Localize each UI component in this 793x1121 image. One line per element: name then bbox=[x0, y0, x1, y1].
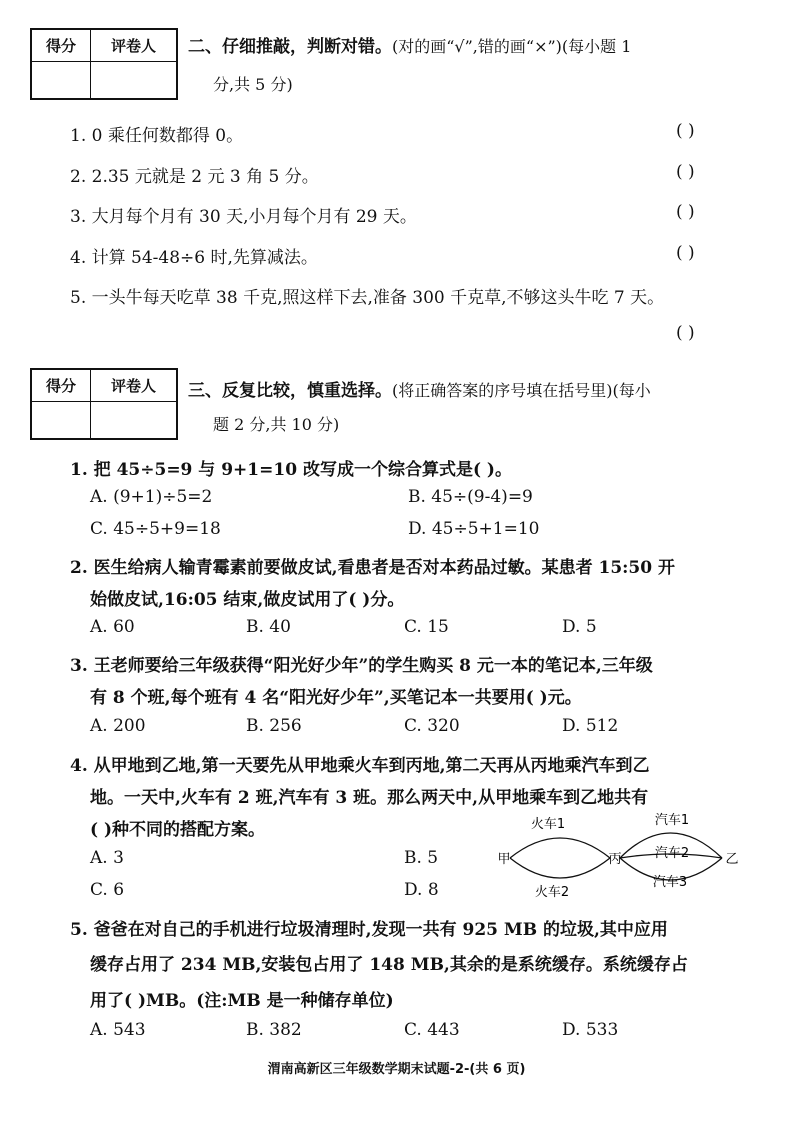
s3-q5-option-c[interactable]: C. 443 bbox=[404, 1020, 460, 1040]
s3-q1-option-b[interactable]: B. 45÷(9-4)=9 bbox=[408, 487, 533, 507]
grader-cell[interactable] bbox=[91, 61, 178, 99]
s3-q2-option-d[interactable]: D. 5 bbox=[562, 617, 597, 637]
s3-question-5-line3: 用了( )MB。(注:MB 是一种储存单位) bbox=[90, 991, 394, 1011]
s2-question-2: 2. 2.35 元就是 2 元 3 角 5 分。 bbox=[70, 167, 319, 187]
s3-q4-option-c[interactable]: C. 6 bbox=[90, 880, 125, 900]
section3-instruction-2: 题 2 分,共 10 分) bbox=[213, 415, 340, 434]
score-cell[interactable] bbox=[31, 61, 91, 99]
s2-answer-paren-3[interactable]: ( ) bbox=[676, 202, 695, 222]
place-yi-label: 乙 bbox=[725, 852, 739, 867]
place-jia-label: 甲 bbox=[497, 852, 511, 867]
s3-question-5-line1: 5. 爸爸在对自己的手机进行垃圾清理时,发现一共有 925 MB 的垃圾,其中应用 bbox=[70, 920, 668, 940]
train2-label: 火车2 bbox=[534, 885, 570, 900]
s2-question-5: 5. 一头牛每天吃草 38 千克,照这样下去,准备 300 千克草,不够这头牛吃 7 天。 bbox=[70, 288, 665, 308]
s3-q1-option-c[interactable]: C. 45÷5+9=18 bbox=[90, 519, 221, 539]
place-bing-label: 丙 bbox=[608, 852, 622, 867]
section2-title: 二、仔细推敲，判断对错。 bbox=[188, 37, 392, 57]
s2-answer-paren-2[interactable]: ( ) bbox=[676, 162, 695, 182]
s3-q3-option-d[interactable]: D. 512 bbox=[562, 716, 619, 736]
score-cell[interactable] bbox=[31, 401, 91, 439]
car1-label: 汽车1 bbox=[654, 813, 690, 828]
s2-answer-paren-5[interactable]: ( ) bbox=[676, 323, 695, 343]
page-footer: 渭南高新区三年级数学期末试题-2-(共 6 页) bbox=[267, 1062, 526, 1077]
s2-question-4: 4. 计算 54-48÷6 时,先算减法。 bbox=[70, 248, 318, 268]
section2-instruction-2: 分,共 5 分) bbox=[213, 75, 293, 94]
section3-title: 三、反复比较，慎重选择。 bbox=[188, 381, 392, 401]
s2-answer-paren-4[interactable]: ( ) bbox=[676, 243, 695, 263]
s2-answer-paren-1[interactable]: ( ) bbox=[676, 121, 695, 141]
car3-label: 汽车3 bbox=[652, 875, 688, 890]
s3-question-4-line2: 地。一天中,火车有 2 班,汽车有 3 班。那么两天中,从甲地乘车到乙地共有 bbox=[90, 788, 649, 808]
car2-label: 汽车2 bbox=[654, 846, 690, 861]
s3-q4-option-b[interactable]: B. 5 bbox=[404, 848, 439, 868]
s3-q3-option-b[interactable]: B. 256 bbox=[246, 716, 302, 736]
s3-q4-option-d[interactable]: D. 8 bbox=[404, 880, 439, 900]
grader-header: 评卷人 bbox=[91, 369, 178, 401]
grader-cell[interactable] bbox=[91, 401, 178, 439]
s3-q2-option-a[interactable]: A. 60 bbox=[90, 617, 135, 637]
score-box-section3 bbox=[30, 368, 178, 440]
s3-question-1: 1. 把 45÷5=9 与 9+1=10 改写成一个综合算式是( )。 bbox=[70, 460, 512, 480]
section2-heading bbox=[188, 32, 631, 57]
s3-question-5-line2: 缓存占用了 234 MB,安装包占用了 148 MB,其余的是系统缓存。系统缓存占 bbox=[90, 955, 688, 975]
s3-q2-option-b[interactable]: B. 40 bbox=[246, 617, 291, 637]
s3-question-3-line1: 3. 王老师要给三年级获得“阳光好少年”的学生购买 8 元一本的笔记本,三年级 bbox=[70, 656, 653, 676]
score-header: 得分 bbox=[31, 29, 91, 61]
section2-instruction: (对的画“√”,错的画“×”)(每小题 1 bbox=[392, 37, 632, 56]
route-diagram bbox=[490, 810, 750, 905]
score-header: 得分 bbox=[31, 369, 91, 401]
train1-label: 火车1 bbox=[530, 817, 566, 832]
s3-q5-option-d[interactable]: D. 533 bbox=[562, 1020, 619, 1040]
s3-question-2-line1: 2. 医生给病人输青霉素前要做皮试,看患者是否对本药品过敏。某患者 15:50 开 bbox=[70, 558, 676, 578]
s3-question-4-line1: 4. 从甲地到乙地,第一天要先从甲地乘火车到丙地,第二天再从丙地乘汽车到乙 bbox=[70, 756, 650, 776]
s3-q3-option-a[interactable]: A. 200 bbox=[90, 716, 146, 736]
s3-q1-option-a[interactable]: A. (9+1)÷5=2 bbox=[90, 487, 213, 507]
s3-q4-option-a[interactable]: A. 3 bbox=[90, 848, 124, 868]
route-train2-line bbox=[510, 858, 610, 878]
grader-header: 评卷人 bbox=[91, 29, 178, 61]
section3-instruction: (将正确答案的序号填在括号里)(每小 bbox=[392, 381, 651, 400]
s3-question-2-line2: 始做皮试,16:05 结束,做皮试用了( )分。 bbox=[90, 590, 405, 610]
s3-q1-option-d[interactable]: D. 45÷5+1=10 bbox=[408, 519, 540, 539]
s3-q5-option-b[interactable]: B. 382 bbox=[246, 1020, 302, 1040]
route-train1-line bbox=[510, 838, 610, 858]
s3-question-4-line3: ( )种不同的搭配方案。 bbox=[90, 820, 266, 840]
section3-heading bbox=[188, 376, 651, 401]
s3-q5-option-a[interactable]: A. 543 bbox=[90, 1020, 146, 1040]
s3-q3-option-c[interactable]: C. 320 bbox=[404, 716, 460, 736]
s2-question-1: 1. 0 乘任何数都得 0。 bbox=[70, 126, 244, 146]
score-box-section2 bbox=[30, 28, 178, 100]
s2-question-3: 3. 大月每个月有 30 天,小月每个月有 29 天。 bbox=[70, 207, 417, 227]
s3-q2-option-c[interactable]: C. 15 bbox=[404, 617, 449, 637]
s3-question-3-line2: 有 8 个班,每个班有 4 名“阳光好少年”,买笔记本一共要用( )元。 bbox=[90, 688, 582, 708]
